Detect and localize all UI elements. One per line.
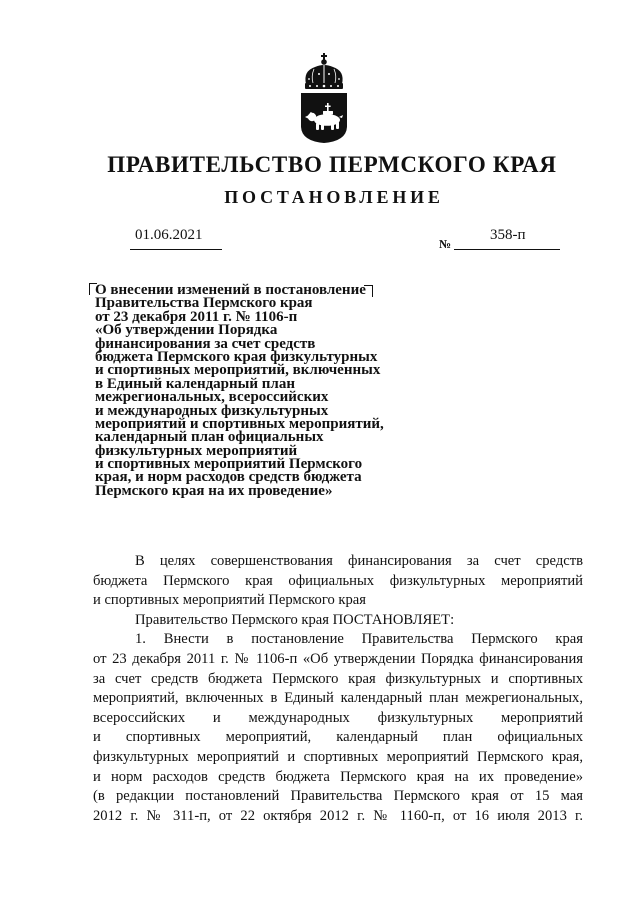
coat-of-arms-emblem: [296, 52, 352, 144]
body-paragraph: [93, 630, 583, 826]
body-text-line: 2012 г. № 311-п, от 22 октября 2012 г. № 1160-п, от 16 июля 2013 г.: [93, 807, 583, 824]
title-line: бюджета Пермского края физкультурных: [95, 348, 378, 365]
title-line: от 23 декабря 2011 г. № 1106-п: [95, 308, 298, 325]
number-underline: [454, 249, 560, 250]
number-sign: №: [439, 237, 452, 251]
title-line: мероприятий и спортивных мероприятий,: [95, 415, 384, 432]
title-line: и международных физкультурных: [95, 402, 329, 419]
document-date: 01.06.2021: [135, 227, 203, 243]
body-text-line: и норм расходов средств бюджета Пермского края на их проведение»: [93, 768, 583, 785]
body-text-line: и спортивных мероприятий Пермского края: [93, 592, 366, 609]
body-text-line: Правительство Пермского края ПОСТАНОВЛЯЕТ:: [135, 611, 455, 628]
body-text-line: всероссийских и международных физкультурных мероприятий: [93, 709, 583, 726]
document-title: [95, 284, 395, 498]
body-text-line: и спортивных мероприятий, календарный план официальных: [93, 729, 583, 746]
body-paragraph: [93, 611, 583, 631]
body-text-line: 1. Внести в постановление Правительства Пермского края: [135, 631, 583, 648]
body-paragraph: [93, 552, 583, 611]
crown-icon: [305, 53, 343, 89]
body-text-line: физкультурных мероприятий и спортивных мероприятий Пермского края,: [93, 748, 583, 765]
title-line: Правительства Пермского края: [95, 295, 313, 312]
body-text-line: от 23 декабря 2011 г. № 1106-п «Об утверждении Порядка финансирования: [93, 650, 583, 667]
body-text-line: мероприятий, включенных в Единый календарный план межрегиональных,: [93, 690, 583, 707]
document-number: 358-п: [490, 227, 526, 243]
title-line: и спортивных мероприятий Пермского: [95, 456, 363, 473]
title-line: края, и норм расходов средств бюджета: [95, 469, 362, 486]
title-line: О внесении изменений в постановление: [95, 282, 366, 298]
document-body: [93, 552, 583, 826]
body-text-line: (в редакции постановлений Правительства Пермского края от 15 мая: [93, 788, 583, 805]
title-line: в Единый календарный план: [95, 375, 295, 392]
date-underline: [130, 249, 222, 250]
title-line: «Об утверждении Порядка: [95, 322, 278, 339]
title-line: межрегиональных, всероссийских: [95, 389, 329, 406]
title-line: Пермского края на их проведение»: [95, 482, 333, 499]
title-line: физкультурных мероприятий: [95, 442, 298, 459]
title-line: календарный план официальных: [95, 429, 324, 446]
title-line: и спортивных мероприятий, включенных: [95, 362, 381, 379]
body-text-line: за счет средств бюджета Пермского края физкультурных и спортивных: [93, 670, 583, 687]
body-text-line: В целях совершенствования финансирования за счет средств: [135, 553, 583, 569]
body-text-line: бюджета Пермского края официальных физкультурных мероприятий: [93, 572, 583, 589]
title-line: финансирования за счет средств: [95, 335, 316, 352]
issuing-authority: ПРАВИТЕЛЬСТВО ПЕРМСКОГО КРАЯ: [107, 152, 557, 177]
document-type: ПОСТАНОВЛЕНИЕ: [224, 187, 444, 207]
